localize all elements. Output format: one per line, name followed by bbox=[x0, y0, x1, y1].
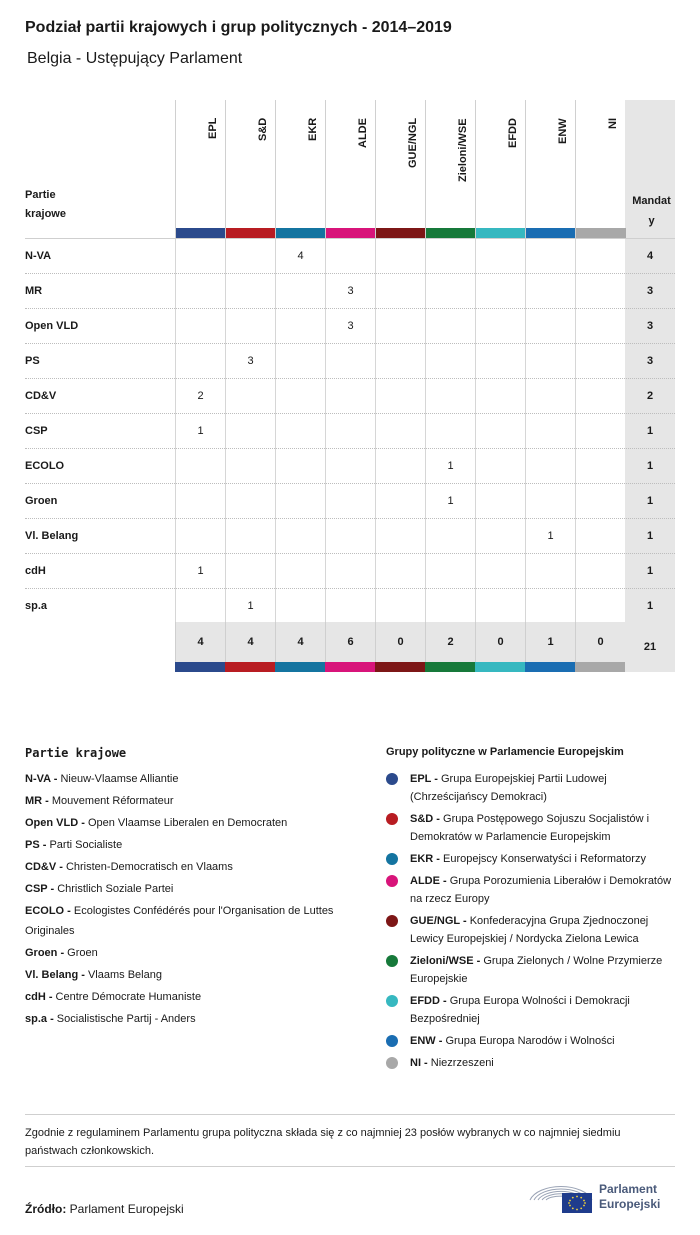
group-color-bar bbox=[176, 228, 226, 238]
seat-cell bbox=[525, 309, 575, 344]
seat-cell bbox=[475, 239, 525, 274]
seat-cell bbox=[375, 274, 425, 309]
divider bbox=[25, 1166, 675, 1167]
party-name: cdH bbox=[25, 565, 46, 577]
group-legend-item: ENW - Grupa Europa Narodów i Wolności bbox=[386, 1032, 681, 1050]
group-color-bar bbox=[276, 228, 326, 238]
group-label: EPL bbox=[206, 118, 219, 140]
group-column-header bbox=[525, 100, 575, 238]
seat-cell bbox=[375, 484, 425, 519]
seat-cell: 1 bbox=[525, 519, 575, 554]
party-name: sp.a bbox=[25, 600, 48, 612]
party-name: Vl. Belang bbox=[25, 530, 79, 542]
group-color-bar bbox=[326, 228, 376, 238]
parliament-hemicycle-eu-flag-icon bbox=[528, 1178, 594, 1214]
column-totals-row bbox=[25, 622, 675, 672]
seat-cell bbox=[525, 344, 575, 379]
seat-cell bbox=[525, 484, 575, 519]
group-legend-heading: Grupy polityczne w Parlamencie Europejskim bbox=[386, 746, 624, 758]
party-name: Open VLD bbox=[25, 320, 79, 332]
table-row bbox=[25, 588, 675, 623]
column-total: 2 bbox=[425, 622, 475, 662]
seat-cell bbox=[275, 344, 325, 379]
group-color-dot bbox=[386, 955, 398, 967]
row-total: 1 bbox=[625, 589, 675, 624]
seat-cell bbox=[325, 414, 375, 449]
seat-cell bbox=[375, 449, 425, 484]
logo-line-2: Europejski bbox=[599, 1197, 661, 1211]
row-total: 1 bbox=[625, 484, 675, 519]
group-color-bar bbox=[425, 662, 475, 672]
seat-cell bbox=[425, 379, 475, 414]
seat-cell bbox=[275, 554, 325, 589]
seat-cell bbox=[375, 554, 425, 589]
seat-cell bbox=[375, 309, 425, 344]
group-color-dot bbox=[386, 1035, 398, 1047]
group-color-bar bbox=[275, 662, 325, 672]
group-color-dot bbox=[386, 813, 398, 825]
group-color-bar bbox=[526, 228, 576, 238]
table-row bbox=[25, 308, 675, 343]
group-column-header bbox=[475, 100, 525, 238]
seat-cell bbox=[575, 519, 625, 554]
seat-cell bbox=[325, 379, 375, 414]
group-color-dot bbox=[386, 915, 398, 927]
group-color-bar bbox=[225, 662, 275, 672]
table-row bbox=[25, 378, 675, 413]
group-column-header bbox=[175, 100, 225, 238]
party-legend-item: MR - Mouvement Réformateur bbox=[25, 795, 174, 807]
seat-cell: 4 bbox=[275, 239, 325, 274]
party-legend-item: Vl. Belang - Vlaams Belang bbox=[25, 969, 162, 981]
source-label: Źródło: bbox=[25, 1202, 67, 1216]
table-row bbox=[25, 413, 675, 448]
seat-cell bbox=[225, 239, 275, 274]
seat-cell bbox=[375, 519, 425, 554]
seat-cell: 2 bbox=[175, 379, 225, 414]
row-total: 1 bbox=[625, 554, 675, 589]
seat-cell bbox=[425, 519, 475, 554]
seat-cell bbox=[525, 449, 575, 484]
group-label: S&D bbox=[256, 118, 269, 142]
seat-cell bbox=[425, 554, 475, 589]
seat-cell bbox=[225, 274, 275, 309]
seat-cell bbox=[575, 309, 625, 344]
seat-cell bbox=[175, 589, 225, 624]
seat-cell bbox=[425, 589, 475, 624]
party-legend-item: CSP - Christlich Soziale Partei bbox=[25, 883, 174, 895]
seat-cell bbox=[525, 239, 575, 274]
seat-cell bbox=[175, 239, 225, 274]
seat-cell bbox=[325, 554, 375, 589]
seat-cell bbox=[225, 554, 275, 589]
group-legend-item: ALDE - Grupa Porozumienia Liberałów i Demokratów na rzecz Europy bbox=[386, 872, 681, 908]
party-legend-item: sp.a - Socialistische Partij - Anders bbox=[25, 1013, 196, 1025]
group-color-bar bbox=[375, 662, 425, 672]
group-color-bar bbox=[576, 228, 626, 238]
column-total: 1 bbox=[525, 622, 575, 662]
row-total: 4 bbox=[625, 239, 675, 274]
seat-cell: 1 bbox=[175, 554, 225, 589]
seat-cell bbox=[175, 344, 225, 379]
table-row bbox=[25, 238, 675, 273]
column-total: 4 bbox=[175, 622, 225, 662]
seat-cell bbox=[325, 484, 375, 519]
seat-cell bbox=[175, 309, 225, 344]
seat-cell bbox=[475, 309, 525, 344]
seat-cell bbox=[425, 344, 475, 379]
total-column-header bbox=[625, 100, 675, 238]
group-color-bar bbox=[325, 662, 375, 672]
seat-cell bbox=[475, 484, 525, 519]
row-total: 1 bbox=[625, 519, 675, 554]
column-total: 4 bbox=[275, 622, 325, 662]
group-label: Zieloni/WSE bbox=[456, 118, 469, 182]
seat-cell bbox=[225, 484, 275, 519]
seat-cell bbox=[175, 274, 225, 309]
seat-cell bbox=[275, 449, 325, 484]
group-column-header bbox=[575, 100, 625, 238]
seat-cell bbox=[575, 239, 625, 274]
group-color-bar bbox=[426, 228, 476, 238]
party-name: MR bbox=[25, 285, 43, 297]
page-subtitle: Belgia - Ustępujący Parlament bbox=[27, 50, 243, 67]
group-legend-item: Zieloni/WSE - Grupa Zielonych / Wolne Przymierze Europejskie bbox=[386, 952, 681, 988]
seat-cell: 1 bbox=[425, 449, 475, 484]
group-legend-item: EPL - Grupa Europejskiej Partii Ludowej (Chrześcijańscy Demokraci) bbox=[386, 770, 681, 806]
logo-text bbox=[599, 1182, 660, 1212]
seat-cell bbox=[425, 414, 475, 449]
group-column-header bbox=[325, 100, 375, 238]
seat-cell bbox=[325, 239, 375, 274]
group-color-dot bbox=[386, 773, 398, 785]
seat-cell bbox=[475, 554, 525, 589]
page-title: Podział partii krajowych i grup politycznych - 2014–2019 bbox=[25, 19, 452, 36]
group-color-bar bbox=[525, 662, 575, 672]
source-line bbox=[25, 1202, 184, 1216]
table-row bbox=[25, 483, 675, 518]
seat-cell bbox=[175, 449, 225, 484]
party-name: N-VA bbox=[25, 250, 52, 262]
column-total: 0 bbox=[575, 622, 625, 662]
seat-cell bbox=[225, 519, 275, 554]
party-name: CSP bbox=[25, 425, 48, 437]
seat-cell bbox=[275, 589, 325, 624]
group-color-bar bbox=[476, 228, 526, 238]
seat-cell bbox=[475, 379, 525, 414]
seat-cell bbox=[525, 414, 575, 449]
seat-cell bbox=[525, 554, 575, 589]
divider bbox=[25, 1114, 675, 1115]
row-total: 3 bbox=[625, 344, 675, 379]
seat-cell bbox=[475, 449, 525, 484]
group-label: EKR bbox=[306, 118, 319, 142]
seat-cell bbox=[475, 344, 525, 379]
group-color-bar bbox=[226, 228, 276, 238]
seat-cell bbox=[575, 589, 625, 624]
row-total: 1 bbox=[625, 449, 675, 484]
total-header-label: Mandat y bbox=[632, 195, 671, 227]
seat-cell bbox=[275, 414, 325, 449]
seat-cell bbox=[375, 379, 425, 414]
seat-cell bbox=[575, 414, 625, 449]
seat-cell bbox=[325, 449, 375, 484]
seat-cell bbox=[325, 344, 375, 379]
seat-cell bbox=[275, 309, 325, 344]
column-total: 6 bbox=[325, 622, 375, 662]
seat-cell bbox=[425, 239, 475, 274]
group-color-bar bbox=[575, 662, 625, 672]
seat-cell bbox=[375, 344, 425, 379]
row-header-label: Partie krajowe bbox=[25, 189, 66, 220]
party-name: CD&V bbox=[25, 390, 57, 402]
group-label: ENW bbox=[556, 118, 569, 144]
seat-cell bbox=[575, 274, 625, 309]
row-total: 3 bbox=[625, 274, 675, 309]
seat-cell bbox=[525, 589, 575, 624]
group-legend-item: GUE/NGL - Konfederacyjna Grupa Zjednoczonej Lewicy Europejskiej / Nordycka Zielona Lewica bbox=[386, 912, 681, 948]
seat-cell: 3 bbox=[325, 274, 375, 309]
ep-logo bbox=[528, 1178, 678, 1214]
seat-cell bbox=[425, 274, 475, 309]
seat-cell bbox=[275, 519, 325, 554]
column-total: 0 bbox=[475, 622, 525, 662]
group-label: EFDD bbox=[506, 118, 519, 148]
seat-cell bbox=[225, 449, 275, 484]
party-legend bbox=[25, 746, 355, 1030]
party-legend-item: PS - Parti Socialiste bbox=[25, 839, 123, 851]
seat-cell bbox=[475, 589, 525, 624]
seat-cell bbox=[375, 589, 425, 624]
column-total: 4 bbox=[225, 622, 275, 662]
group-legend-item: EKR - Europejscy Konserwatyści i Reformatorzy bbox=[386, 850, 681, 868]
group-column-header bbox=[275, 100, 325, 238]
seat-cell bbox=[475, 414, 525, 449]
party-legend-item: cdH - Centre Démocrate Humaniste bbox=[25, 991, 202, 1003]
row-total: 1 bbox=[625, 414, 675, 449]
table-row bbox=[25, 273, 675, 308]
seat-cell bbox=[275, 379, 325, 414]
group-color-bar bbox=[475, 662, 525, 672]
grand-total: 21 bbox=[625, 622, 675, 672]
seat-cell bbox=[225, 414, 275, 449]
group-label: ALDE bbox=[356, 118, 369, 148]
seat-cell bbox=[575, 554, 625, 589]
table-row bbox=[25, 343, 675, 378]
group-column-header bbox=[375, 100, 425, 238]
seat-cell: 3 bbox=[325, 309, 375, 344]
group-color-dot bbox=[386, 1057, 398, 1069]
seat-cell bbox=[425, 309, 475, 344]
seat-cell bbox=[475, 519, 525, 554]
group-color-dot bbox=[386, 875, 398, 887]
party-legend-item: Open VLD - Open Vlaamse Liberalen en Democraten bbox=[25, 817, 288, 829]
party-name: Groen bbox=[25, 495, 58, 507]
seat-cell bbox=[375, 239, 425, 274]
party-legend-item: CD&V - Christen-Democratisch en Vlaams bbox=[25, 861, 233, 873]
seat-cell bbox=[225, 309, 275, 344]
seat-cell: 1 bbox=[225, 589, 275, 624]
group-color-bar bbox=[376, 228, 426, 238]
seat-cell bbox=[375, 414, 425, 449]
party-name: PS bbox=[25, 355, 40, 367]
party-name: ECOLO bbox=[25, 460, 65, 472]
seat-cell bbox=[275, 274, 325, 309]
seat-cell bbox=[175, 484, 225, 519]
seat-cell bbox=[575, 484, 625, 519]
seat-cell bbox=[575, 379, 625, 414]
group-column-header bbox=[225, 100, 275, 238]
group-label: GUE/NGL bbox=[406, 118, 419, 169]
group-legend-item: S&D - Grupa Postępowego Sojuszu Socjalistów i Demokratów w Parlamencie Europejskim bbox=[386, 810, 681, 846]
column-total: 0 bbox=[375, 622, 425, 662]
seat-cell bbox=[575, 344, 625, 379]
row-total: 3 bbox=[625, 309, 675, 344]
group-legend-item: NI - Niezrzeszeni bbox=[386, 1054, 681, 1072]
logo-line-1: Parlament bbox=[599, 1182, 658, 1196]
seat-cell: 3 bbox=[225, 344, 275, 379]
seat-cell bbox=[275, 484, 325, 519]
seat-cell bbox=[525, 379, 575, 414]
party-legend-item: Groen - Groen bbox=[25, 947, 98, 959]
source-value: Parlament Europejski bbox=[69, 1202, 184, 1216]
table-row bbox=[25, 553, 675, 588]
seat-cell: 1 bbox=[175, 414, 225, 449]
group-label: NI bbox=[606, 118, 619, 129]
seat-cell bbox=[475, 274, 525, 309]
seat-cell bbox=[525, 274, 575, 309]
group-color-dot bbox=[386, 853, 398, 865]
table-row bbox=[25, 518, 675, 553]
group-legend-item: EFDD - Grupa Europa Wolności i Demokracji Bezpośredniej bbox=[386, 992, 681, 1028]
seat-cell: 1 bbox=[425, 484, 475, 519]
group-color-bar bbox=[175, 662, 225, 672]
party-legend-item: N-VA - Nieuw-Vlaamse Alliantie bbox=[25, 773, 179, 785]
seat-cell bbox=[325, 519, 375, 554]
group-color-dot bbox=[386, 995, 398, 1007]
party-legend-item: ECOLO - Ecologistes Confédérés pour l'Organisation de Luttes Originales bbox=[25, 905, 334, 937]
table-row bbox=[25, 448, 675, 483]
group-legend bbox=[386, 746, 681, 1076]
seat-cell bbox=[175, 519, 225, 554]
seat-cell bbox=[575, 449, 625, 484]
party-legend-heading: Partie krajowe bbox=[25, 746, 127, 760]
footnote: Zgodnie z regulaminem Parlamentu grupa polityczna składa się z co najmniej 23 posłów wybranych w co najmniej siedmiu państwach członkowskich. bbox=[25, 1127, 621, 1157]
group-column-header bbox=[425, 100, 475, 238]
row-total: 2 bbox=[625, 379, 675, 414]
seat-cell bbox=[225, 379, 275, 414]
table-header bbox=[25, 100, 675, 238]
seat-cell bbox=[325, 589, 375, 624]
